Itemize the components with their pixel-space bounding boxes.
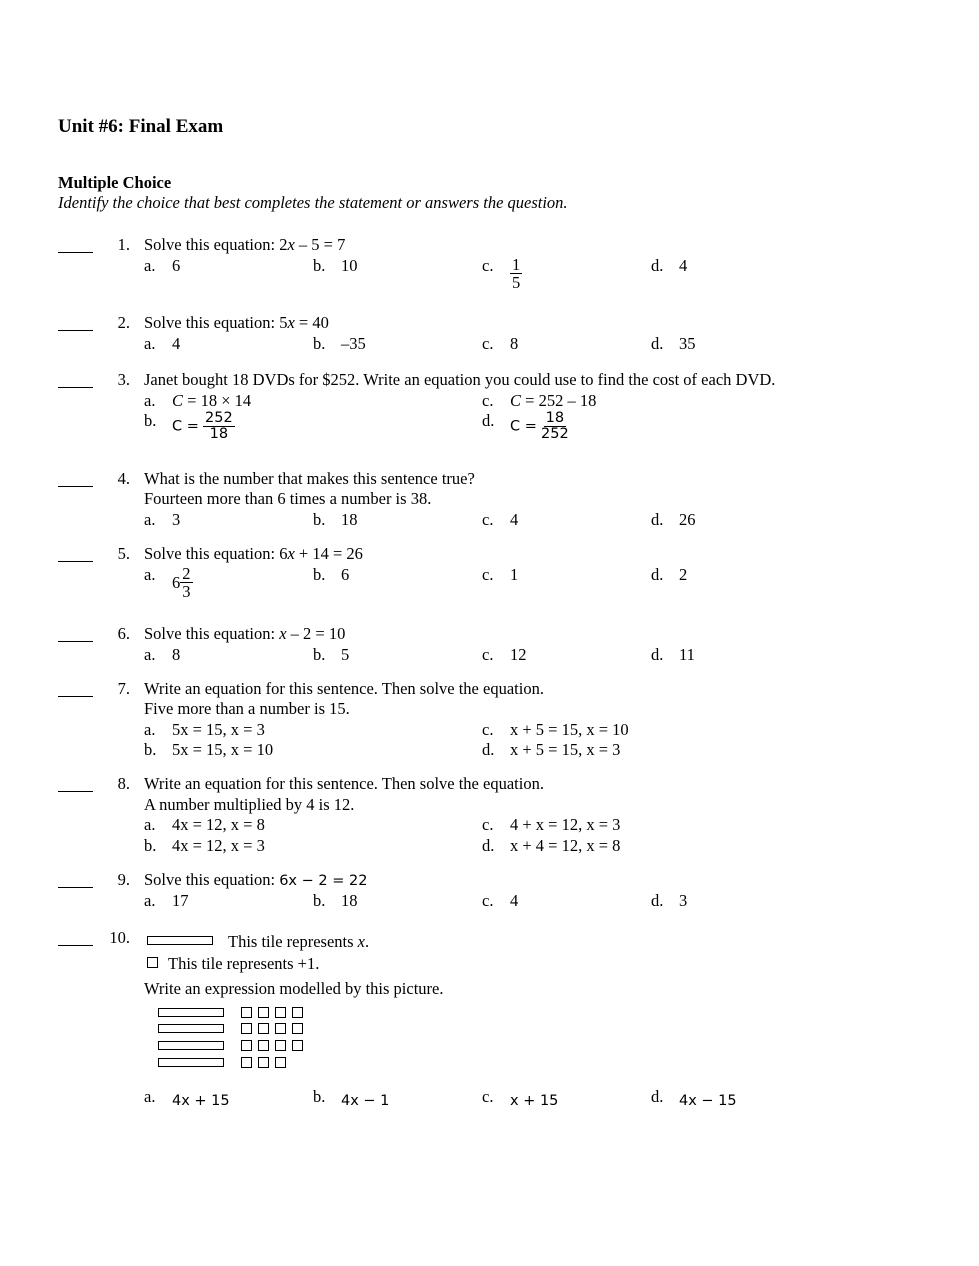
choice-a[interactable]: a. 6: [144, 256, 181, 275]
question-stem: Write an equation for this sentence. Then solve the equation.: [144, 679, 544, 698]
section-instructions: Identify the choice that best completes the statement or answers the question.: [58, 193, 568, 212]
choice-b[interactable]: b. 5x = 15, x = 10: [144, 740, 274, 759]
question-number: 10.: [109, 928, 130, 947]
question-number: 7.: [117, 679, 130, 698]
choice-b[interactable]: b. C = $\frac{252}{18}$: [144, 410, 233, 443]
choice-b[interactable]: b. 5: [313, 645, 350, 664]
choice-d[interactable]: d. 2: [651, 565, 688, 584]
answer-blank-1[interactable]: [58, 238, 93, 253]
x-tile-legend-text: This tile represents x.: [228, 932, 370, 951]
x-tile-legend: [147, 936, 213, 945]
choice-c[interactable]: c. 1: [482, 565, 519, 584]
unit-tile: [241, 1040, 252, 1051]
choice-c[interactable]: c. x + 5 = 15, x = 10: [482, 720, 629, 739]
choice-d[interactable]: d. 11: [651, 645, 695, 664]
choice-c[interactable]: c. $\frac{1}{5}$: [482, 255, 521, 293]
x-tile: [158, 1058, 224, 1067]
choice-c[interactable]: c. 12: [482, 645, 527, 664]
question-number: 6.: [117, 624, 130, 643]
choice-c[interactable]: c. 4 + x = 12, x = 3: [482, 815, 621, 834]
choice-b[interactable]: b. 4x = 12, x = 3: [144, 836, 265, 855]
choice-d[interactable]: d. 26: [651, 510, 696, 529]
question-stem: Solve this equation: 5x = 40: [144, 313, 329, 332]
answer-blank-4[interactable]: [58, 472, 93, 487]
choice-d[interactable]: d. 35: [651, 334, 696, 353]
choice-b[interactable]: b. 4x − 1: [313, 1087, 390, 1109]
answer-blank-10[interactable]: [58, 931, 93, 946]
unit-tile: [292, 1007, 303, 1018]
unit-tile: [275, 1057, 286, 1068]
unit-tile: [258, 1023, 269, 1034]
choice-c[interactable]: c. 4: [482, 510, 519, 529]
unit-tile: [258, 1040, 269, 1051]
choice-d[interactable]: d. x + 5 = 15, x = 3: [482, 740, 621, 759]
question-stem: Write an expression modelled by this picture.: [144, 979, 444, 998]
unit-tile: [275, 1007, 286, 1018]
question-number: 3.: [117, 370, 130, 389]
answer-blank-2[interactable]: [58, 316, 93, 331]
question-number: 1.: [117, 235, 130, 254]
choice-c[interactable]: c. 8: [482, 334, 519, 353]
unit-tile: [275, 1023, 286, 1034]
question-stem-line-2: Fourteen more than 6 times a number is 38.: [144, 489, 432, 508]
choice-a[interactable]: a. 4: [144, 334, 181, 353]
question-number: 5.: [117, 544, 130, 563]
question-stem: Solve this equation: 2x – 5 = 7: [144, 235, 346, 254]
unit-tile: [241, 1023, 252, 1034]
choice-a[interactable]: a. 17: [144, 891, 189, 910]
question-stem-line-2: Five more than a number is 15.: [144, 699, 350, 718]
answer-blank-6[interactable]: [58, 627, 93, 642]
choice-a[interactable]: a. 8: [144, 645, 181, 664]
choice-a[interactable]: a. 5x = 15, x = 3: [144, 720, 265, 739]
choice-b[interactable]: b. 18: [313, 891, 358, 910]
choice-a[interactable]: a. C = 18 × 14: [144, 391, 252, 410]
question-number: 9.: [117, 870, 130, 889]
answer-blank-3[interactable]: [58, 373, 93, 388]
question-number: 2.: [117, 313, 130, 332]
question-stem: Write an equation for this sentence. Then solve the equation.: [144, 774, 544, 793]
choice-c[interactable]: c. C = 252 – 18: [482, 391, 597, 410]
unit-tile: [241, 1057, 252, 1068]
choice-b[interactable]: b. 10: [313, 256, 358, 275]
answer-blank-7[interactable]: [58, 682, 93, 697]
x-tile: [158, 1041, 224, 1050]
question-stem: Solve this equation: 6x − 2 = 22: [144, 870, 368, 889]
section-title: Multiple Choice: [58, 173, 172, 192]
choice-c[interactable]: c. 4: [482, 891, 519, 910]
question-stem: Janet bought 18 DVDs for $252. Write an equation you could use to find the cost of each DVD.: [144, 370, 776, 389]
question-stem-line-2: A number multiplied by 4 is 12.: [144, 795, 355, 814]
question-stem: What is the number that makes this sentence true?: [144, 469, 475, 488]
answer-blank-5[interactable]: [58, 547, 93, 562]
unit-tile: [292, 1040, 303, 1051]
unit-tile: [275, 1040, 286, 1051]
unit-tile: [258, 1057, 269, 1068]
unit-tile: [241, 1007, 252, 1018]
x-tile: [158, 1024, 224, 1033]
unit-tile-legend: [147, 957, 158, 968]
choice-a[interactable]: a. 4x + 15: [144, 1087, 230, 1109]
question-stem: Solve this equation: x – 2 = 10: [144, 624, 346, 643]
answer-blank-9[interactable]: [58, 873, 93, 888]
choice-d[interactable]: d. x + 4 = 12, x = 8: [482, 836, 621, 855]
unit-tile: [258, 1007, 269, 1018]
unit-tile: [292, 1023, 303, 1034]
choice-d[interactable]: d. 4x − 15: [651, 1087, 737, 1109]
x-tile: [158, 1008, 224, 1017]
choice-d[interactable]: d. 4: [651, 256, 688, 275]
choice-b[interactable]: b. –35: [313, 334, 366, 353]
unit-tile-legend-text: This tile represents +1.: [168, 954, 320, 973]
question-number: 8.: [117, 774, 130, 793]
choice-c[interactable]: c. x + 15: [482, 1087, 559, 1109]
choice-a[interactable]: a. 4x = 12, x = 8: [144, 815, 265, 834]
choice-b[interactable]: b. 6: [313, 565, 350, 584]
choice-d[interactable]: d. 3: [651, 891, 688, 910]
page-title: Unit #6: Final Exam: [58, 116, 224, 137]
question-number: 4.: [117, 469, 130, 488]
choice-d[interactable]: d. C = $\frac{18}{252}$: [482, 410, 569, 443]
choice-a[interactable]: a. 3: [144, 510, 181, 529]
question-stem: Solve this equation: 6x + 14 = 26: [144, 544, 363, 563]
choice-b[interactable]: b. 18: [313, 510, 358, 529]
answer-blank-8[interactable]: [58, 777, 93, 792]
choice-a[interactable]: a. 6 $\frac{2}{3}$: [144, 564, 191, 602]
